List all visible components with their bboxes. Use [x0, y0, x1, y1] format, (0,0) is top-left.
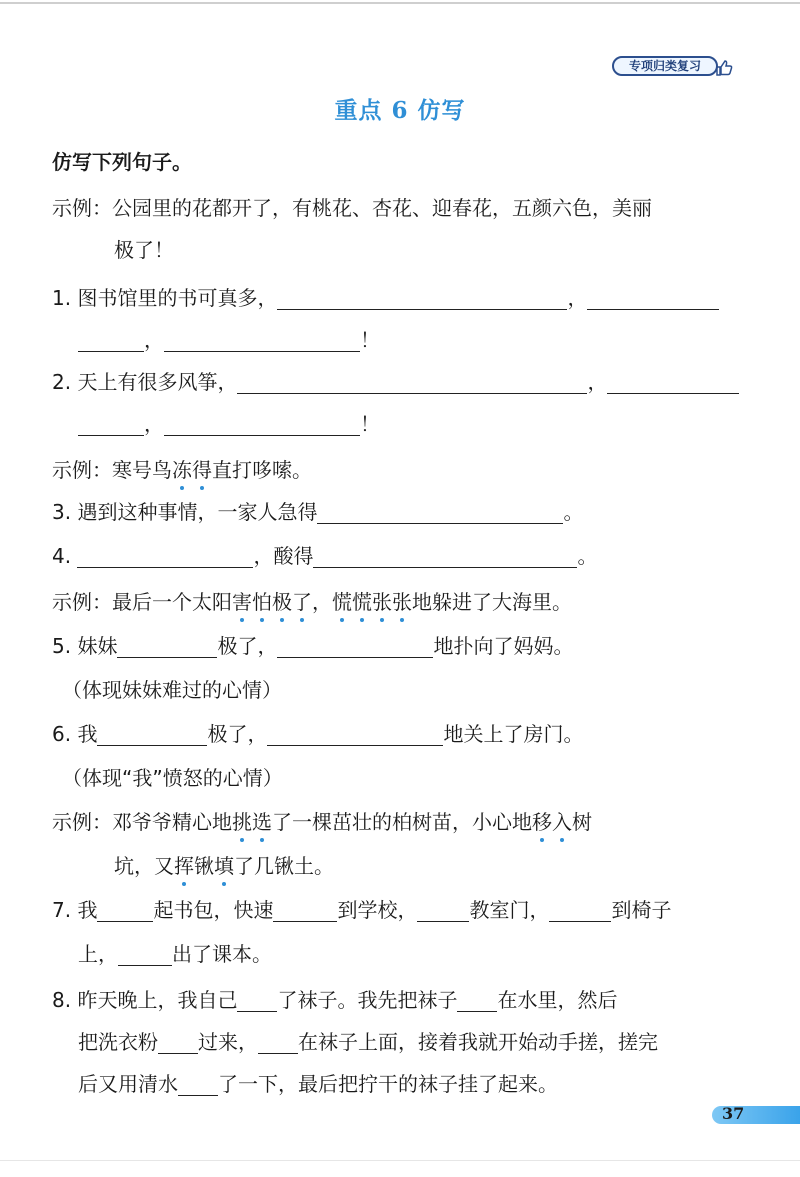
question-stem: 妹妹	[77, 634, 118, 658]
answer-blank[interactable]	[317, 501, 563, 524]
example-text: 公园里的花都开了，有桃花、杏花、迎春花，五颜六色，美丽	[112, 196, 652, 220]
example-3	[52, 586, 572, 615]
dotted-char: 冻	[172, 454, 192, 483]
question-number: 7.	[52, 898, 72, 922]
example-text: 邓爷爷精心地	[112, 810, 232, 834]
example-1-line-1	[52, 192, 652, 221]
example-text: 树	[572, 810, 592, 834]
dotted-char: 张	[372, 586, 392, 615]
page-number: 37	[722, 1104, 745, 1123]
bottom-border	[0, 1160, 800, 1161]
question-7-line-1	[52, 894, 671, 923]
example-text: 直打哆嗦。	[212, 458, 312, 482]
question-text: 在袜子上面，接着我就开始动手搓，搓完	[298, 1030, 658, 1054]
question-2-line-2	[78, 408, 380, 437]
example-1-line-2: 极了！	[114, 238, 174, 262]
question-text: 了袜子。我先把袜子	[277, 988, 458, 1012]
example-text: ，	[312, 590, 332, 614]
answer-blank[interactable]	[118, 943, 172, 966]
question-text: 起书包，快速	[153, 898, 274, 922]
top-border	[0, 2, 800, 4]
period: 。	[563, 500, 584, 524]
exclamation: ！	[360, 412, 380, 436]
answer-blank[interactable]	[237, 371, 587, 394]
example-text: 锹	[194, 854, 214, 878]
question-5-hint: （体现妹妹难过的心情）	[62, 678, 282, 702]
page-title: 重点 6 仿写	[334, 97, 466, 124]
answer-blank[interactable]	[587, 287, 719, 310]
answer-blank[interactable]	[78, 413, 144, 436]
question-text: 地扑向了妈妈。	[433, 634, 574, 658]
question-number: 1.	[52, 286, 72, 310]
question-3	[52, 496, 583, 525]
comma: ，	[567, 286, 588, 310]
example-label: 示例：	[52, 196, 112, 220]
question-text: 昨天晚上，我自己	[77, 988, 238, 1012]
exclamation: ！	[360, 328, 380, 352]
example-label: 示例：	[52, 458, 112, 482]
answer-blank[interactable]	[277, 287, 567, 310]
dotted-char: 移	[532, 806, 552, 835]
question-stem: 遇到这种事情，一家人急得	[77, 500, 318, 524]
question-text: 过来，	[198, 1030, 258, 1054]
question-stem: 我	[77, 722, 98, 746]
question-1-line-1	[52, 282, 719, 311]
answer-blank[interactable]	[97, 899, 153, 922]
example-text: 坑，又	[114, 854, 174, 878]
question-stem: 图书馆里的书可真多，	[77, 286, 278, 310]
answer-blank[interactable]	[258, 1031, 298, 1054]
question-6-hint: （体现“我”愤怒的心情）	[62, 766, 283, 790]
dotted-char: 入	[552, 806, 572, 835]
question-text: 后又用清水	[78, 1072, 178, 1096]
example-text: 了几锹土。	[234, 854, 334, 878]
example-text: 最后一个太阳	[112, 590, 232, 614]
question-4	[52, 540, 597, 569]
dotted-char: 得	[192, 454, 212, 483]
question-text: 我	[77, 898, 98, 922]
dotted-char: 害	[232, 586, 252, 615]
question-text: 到学校，	[337, 898, 418, 922]
example-2	[52, 454, 312, 483]
answer-blank[interactable]	[164, 413, 360, 436]
question-text: 上，	[78, 942, 118, 966]
example-text: 寒号鸟	[112, 458, 172, 482]
dotted-char: 填	[214, 850, 234, 879]
example-text: 了一棵茁壮的柏树苗，小心地	[272, 810, 532, 834]
question-text: 把洗衣粉	[78, 1030, 158, 1054]
question-stem: 天上有很多风筝，	[77, 370, 238, 394]
dotted-char: 怕	[252, 586, 272, 615]
question-number: 8.	[52, 988, 72, 1012]
question-number: 4.	[52, 544, 72, 568]
thumbs-up-icon	[714, 58, 734, 78]
example-4-line-1	[52, 806, 592, 835]
instruction: 仿写下列句子。	[52, 150, 192, 174]
question-text: 在水里，然后	[497, 988, 618, 1012]
answer-blank[interactable]	[117, 635, 217, 658]
answer-blank[interactable]	[78, 329, 144, 352]
question-text: 教室门，	[469, 898, 550, 922]
answer-blank[interactable]	[178, 1073, 218, 1096]
example-4-line-2	[114, 850, 334, 879]
question-number: 6.	[52, 722, 72, 746]
question-1-line-2	[78, 324, 380, 353]
question-number: 2.	[52, 370, 72, 394]
answer-blank[interactable]	[417, 899, 469, 922]
period: 。	[577, 544, 598, 568]
question-stem: ，酸得	[253, 544, 314, 568]
answer-blank[interactable]	[267, 723, 443, 746]
answer-blank[interactable]	[237, 989, 277, 1012]
answer-blank[interactable]	[607, 371, 739, 394]
dotted-char: 极	[272, 586, 292, 615]
dotted-char: 选	[252, 806, 272, 835]
question-5	[52, 630, 573, 659]
answer-blank[interactable]	[158, 1031, 198, 1054]
dotted-char: 了	[292, 586, 312, 615]
question-number: 3.	[52, 500, 72, 524]
question-8-line-3	[78, 1068, 558, 1097]
question-8-line-2	[78, 1026, 658, 1055]
example-label: 示例：	[52, 810, 112, 834]
question-number: 5.	[52, 634, 72, 658]
answer-blank[interactable]	[277, 635, 433, 658]
question-text: 出了课本。	[172, 942, 272, 966]
comma: ，	[144, 328, 164, 352]
section-badge: 专项归类复习	[612, 56, 718, 76]
answer-blank[interactable]	[457, 989, 497, 1012]
question-8-line-1	[52, 984, 617, 1013]
question-text: 极了，	[217, 634, 278, 658]
dotted-char: 挑	[232, 806, 252, 835]
dotted-char: 张	[392, 586, 412, 615]
answer-blank[interactable]	[97, 723, 207, 746]
answer-blank[interactable]	[313, 545, 577, 568]
example-label: 示例：	[52, 590, 112, 614]
dotted-char: 慌	[332, 586, 352, 615]
question-6	[52, 718, 583, 747]
comma: ，	[144, 412, 164, 436]
answer-blank[interactable]	[549, 899, 611, 922]
dotted-char: 挥	[174, 850, 194, 879]
question-text: 了一下，最后把拧干的袜子挂了起来。	[218, 1072, 558, 1096]
comma: ，	[587, 370, 608, 394]
answer-blank[interactable]	[77, 545, 253, 568]
answer-blank[interactable]	[164, 329, 360, 352]
dotted-char: 慌	[352, 586, 372, 615]
question-text: 到椅子	[611, 898, 672, 922]
question-text: 地关上了房门。	[443, 722, 584, 746]
answer-blank[interactable]	[273, 899, 337, 922]
example-text: 地躲进了大海里。	[412, 590, 572, 614]
question-2-line-1	[52, 366, 739, 395]
question-7-line-2	[78, 938, 272, 967]
question-text: 极了，	[207, 722, 268, 746]
